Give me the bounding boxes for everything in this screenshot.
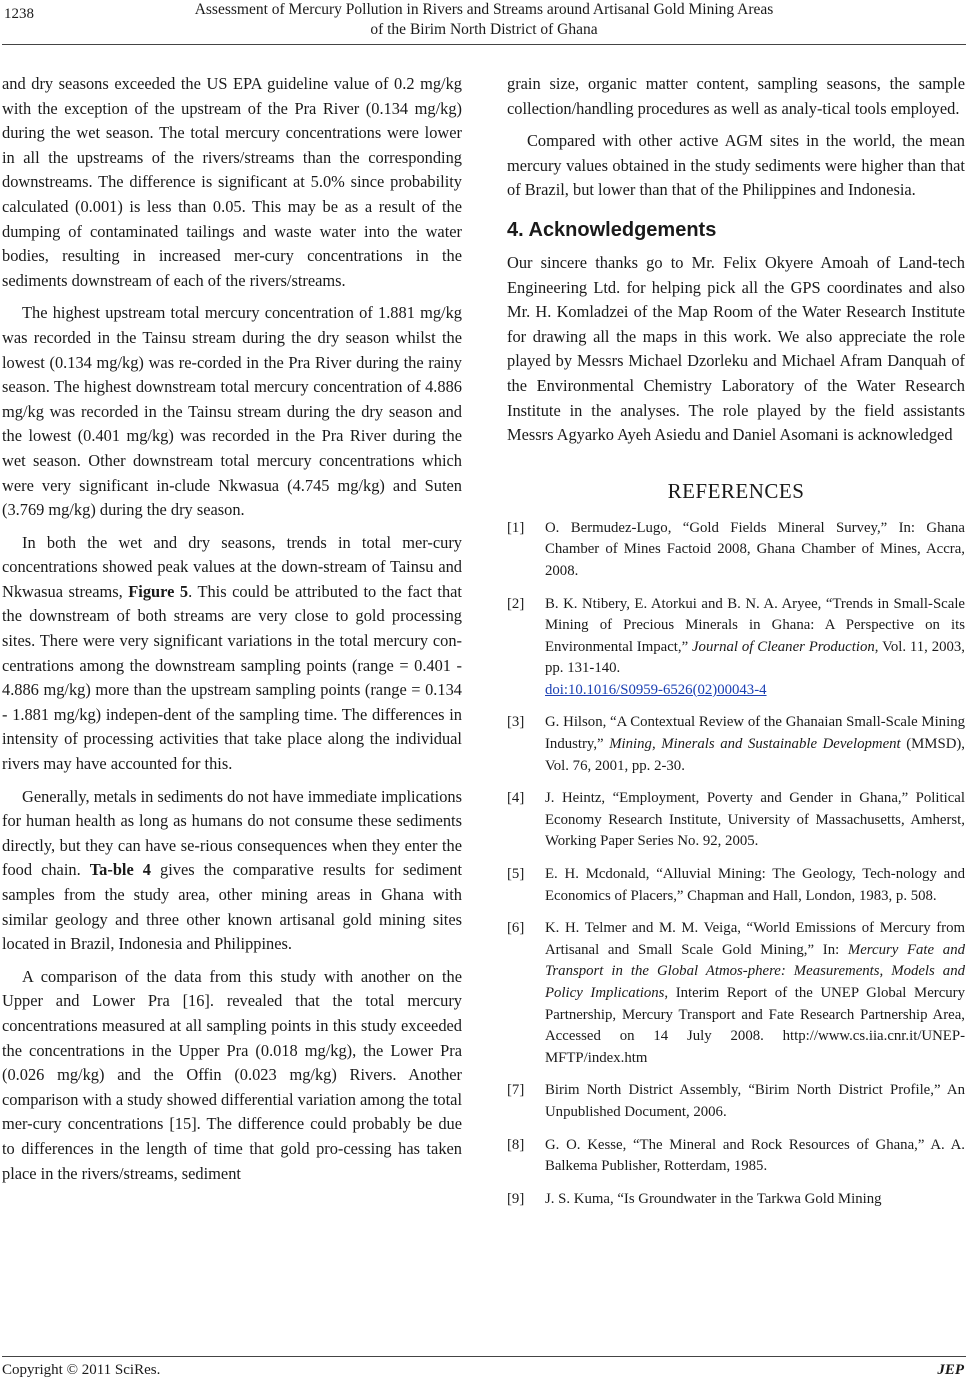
copyright-notice: Copyright © 2011 SciRes. bbox=[2, 1362, 161, 1378]
footer-divider bbox=[2, 1356, 966, 1357]
section-heading: 4. Acknowledgements bbox=[507, 218, 717, 241]
table-reference: Ta-ble 4 bbox=[89, 860, 152, 880]
header-divider bbox=[2, 44, 966, 45]
reference-item: [8] G. O. Kesse, “The Mineral and Rock Resources of Ghana,” A. A. Balkema Publisher, Rotterdam, 1985. bbox=[507, 1136, 965, 1175]
reference-item: [4] J. Heintz, “Employment, Poverty and Gender in Ghana,” Political Economy Research Institute, University of Massachusetts, Amherst, Working Paper Series No. 92, 2005. bbox=[507, 790, 965, 850]
paragraph: In both the wet and dry seasons, trends in total mer-cury concentrations showed peak values at the down-stream of Tainsu and Nkwasua streams, Figure 5. This could be attributed to the fact that the downstream of both streams are very close to gold processing sites. There were very significant variations in the total mercury con-centrations among the downstream sampling points (range = 0.401 - 4.886 mg/kg) more than the upstream sampling points (range = 0.134 - 1.881 mg/kg) indepen-dent of the sampling time. The differences in intensity of processing activities that take place along the individual rivers may have accounted for this. bbox=[2, 532, 462, 774]
paragraph: The highest upstream total mercury concentration of 1.881 mg/kg was recorded in the Tainsu stream during the dry season whilst the lowest (0.134 mg/kg) was re-corded in the Pra River during the rainy season. The highest downstream total mercury concentration of 4.886 mg/kg was recorded in the Tainsu stream during the dry season and the lowest (0.401 mg/kg) was recorded in the Pra River during the wet season. Other downstream total mercury concentrations which were very significant in-clude Nkwasua (4.745 mg/kg) and Suten (3.769 mg/kg) during the dry season. bbox=[2, 303, 462, 520]
references-title: REFERENCES bbox=[667, 478, 805, 503]
reference-list bbox=[507, 518, 965, 1211]
reference-item: [9] J. S. Kuma, “Is Groundwater in the Tarkwa Gold Mining bbox=[507, 1190, 882, 1207]
journal-abbreviation: JEP bbox=[937, 1362, 964, 1378]
running-header bbox=[0, 0, 968, 40]
reference-item: [7] Birim North District Assembly, “Birim North District Profile,” An Unpublished Document, 2006. bbox=[507, 1082, 965, 1120]
reference-item: [2] B. K. Ntibery, E. Atorkui and B. N. A. Aryee, “Trends in Small-Scale Mining of Precious Minerals in Ghana: A Perspective on its Environmental Impact,” Journal of Cleaner Production, Vol. 11, 2003, pp. 131-140. doi:10.1016/S0959-6526(02)00043-4 bbox=[507, 595, 965, 698]
reference-item: [3] G. Hilson, “A Contextual Review of the Ghanaian Small-Scale Mining Industry,” Mining, Minerals and Sustainable Development (MMSD), Vol. 76, 2001, pp. 2-30. bbox=[507, 714, 966, 774]
page-number: 1238 bbox=[4, 6, 34, 22]
paragraph: and dry seasons exceeded the US EPA guideline value of 0.2 mg/kg with the exception of the upstream of the Pra River (0.134 mg/kg) during the wet season. The total mercury concentrations were lower in all the upstreams of the rivers/streams than the corresponding downstreams. The difference is significant at 5.0% since probability calculated (0.001) is less than 0.05. This may be as a result of the dumping of contaminated tailings and waste water into the water bodies, resulting in increased mer-cury concentrations in the sediments downstream of each of the rivers/streams. bbox=[2, 74, 462, 290]
header-title-line1: Assessment of Mercury Pollution in Rivers and Streams around Artisanal Gold Mining Areas bbox=[194, 1, 774, 18]
paragraph: A comparison of the data from this study with another on the Upper and Lower Pra [16]. revealed that the total mercury concentrations measured at all sampling points in this study exceeded the concentrations in the Upper Pra (0.018 mg/kg), the Lower Pra (0.026 mg/kg) and the Offin (0.023 mg/kg) Rivers. Another comparison with a study showed differential variation among the total mer-cury concentrations [15]. The difference could probably be due to differences in the length of time that gold pro-cessing has taken place in the rivers/streams, sediment bbox=[2, 966, 462, 1183]
reference-item: [5] E. H. Mcdonald, “Alluvial Mining: The Geology, Tech-nology and Economics of Placers,” Chapman and Hall, London, 1983, p. 508. bbox=[507, 866, 965, 904]
figure-reference: Figure 5 bbox=[128, 581, 189, 601]
paragraph: grain size, organic matter content, sampling seasons, the sample collection/handling procedures as well as analy-tical tools employed. bbox=[507, 74, 965, 118]
acknowledgement-paragraph: Our sincere thanks go to Mr. Felix Okyere Amoah of Land-tech Engineering Ltd. for helping pick all the GPS coordinates and also Mr. H. Komladzei of the Map Room of the Water Research Institute for drawing all the maps in this work. We also appreciate the role played by Messrs Michael Dzorleku and Michael Afram Danquah of the Environmental Chemistry Laboratory of the Water Research Institute in the analyses. The role played by the field assistants Messrs Agyarko Ayeh Asiedu and Daniel Asomani is acknowledged bbox=[507, 252, 965, 445]
left-column bbox=[2, 72, 462, 1186]
paragraph: Generally, metals in sediments do not have immediate implications for human health as long as humans do not consume these sediments directly, but they can have se-rious consequences when they enter the food chain. Ta-ble 4 gives the comparative results for sediment samples from the study area, other mining areas in Ghana with similar geology and three other known artisanal gold mining sites located in Brazil, Indonesia and Philippines. bbox=[2, 786, 463, 954]
reference-item: [6] K. H. Telmer and M. M. Veiga, “World Emissions of Mercury from Artisanal and Small Scale Gold Mining,” In: Mercury Fate and Transport in the Global Atmos-phere: Measurements, Models and Policy Implications, Interim Report of the UNEP Global Mercury Partnership, Mercury Transport and Fate Research Partnership Area, Accessed on 14 July 2008. http://www.cs.iia.cnr.it/UNEP-MFTP/index.htm bbox=[507, 920, 965, 1066]
doi-link[interactable]: doi:10.1016/S0959-6526(02)00043-4 bbox=[545, 681, 767, 698]
right-column bbox=[507, 72, 965, 1221]
header-title-line2: of the Birim North District of Ghana bbox=[370, 21, 598, 38]
reference-item: [1] O. Bermudez-Lugo, “Gold Fields Mineral Survey,” In: Ghana Chamber of Mines Factoid 2008, Ghana Chamber of Mines, Accra, 2008. bbox=[507, 519, 965, 579]
paragraph: Compared with other active AGM sites in the world, the mean mercury values obtained in the study sediments were higher than that of Brazil, but lower than that of the Philippines and Indonesia. bbox=[507, 131, 965, 200]
